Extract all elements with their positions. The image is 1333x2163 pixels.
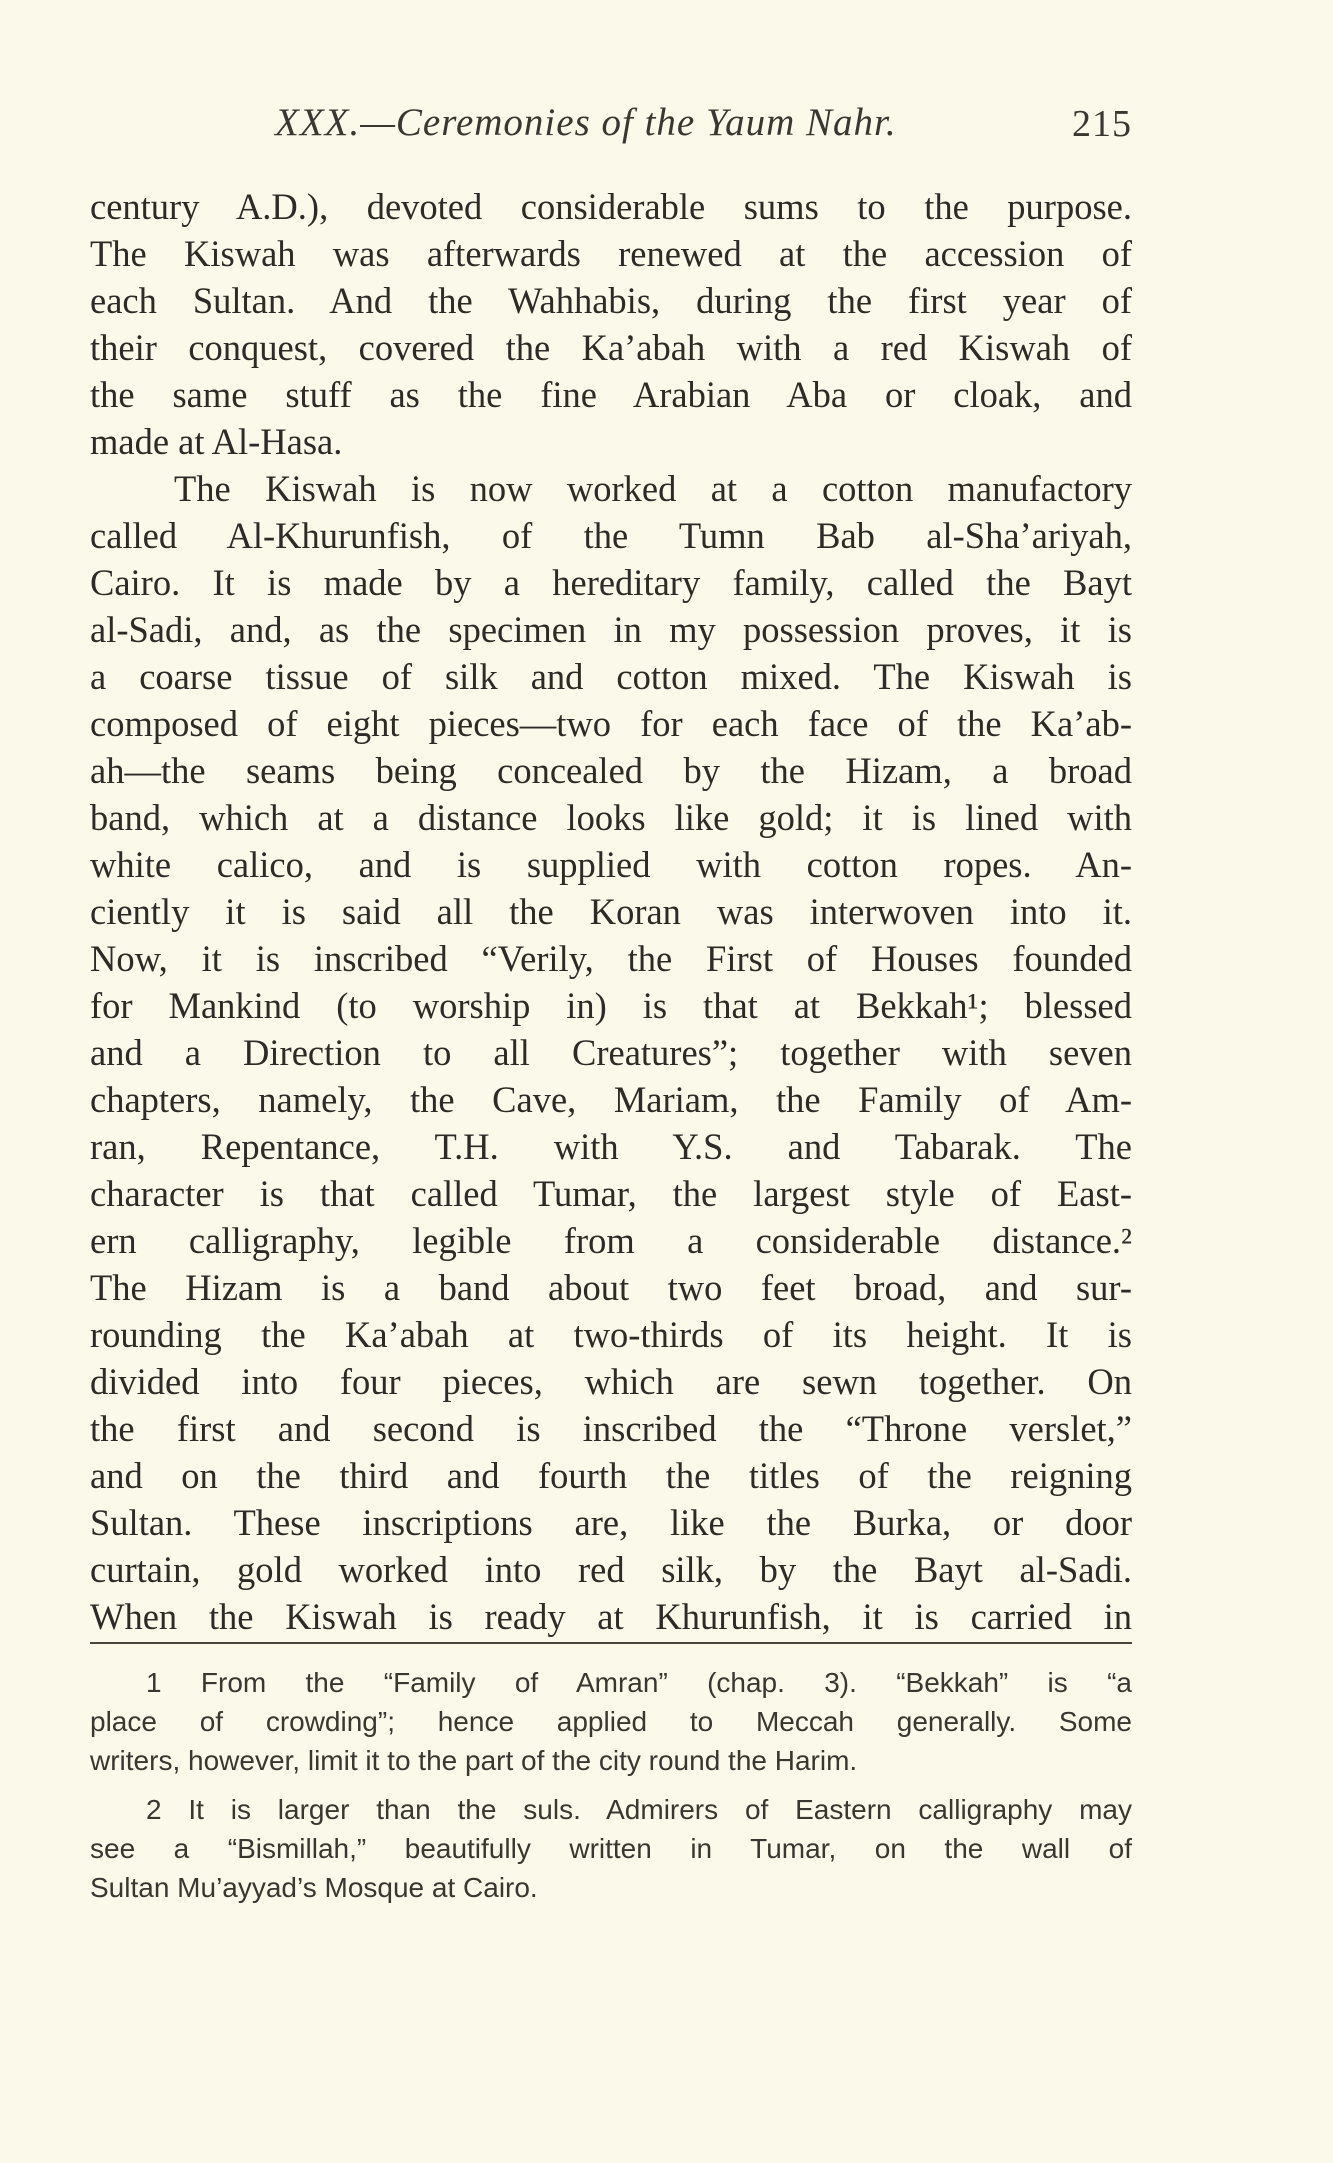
text-line: The Hizam is a band about two feet broad, and sur- [90,1267,1132,1308]
text-line: The Kiswah is now worked at a cotton manufactory [174,468,1132,509]
text-line: each Sultan. And the Wahhabis, during the first year of [90,280,1132,321]
text-line: ah—the seams being concealed by the Hizam, a broad [90,750,1132,791]
footnote-2 [90,1790,1132,1907]
text-line: a coarse tissue of silk and cotton mixed. The Kiswah is [90,656,1132,697]
text-line: century A.D.), devoted considerable sums to the purpose. [90,186,1132,227]
footnote-line: writers, however, limit it to the part of the city round the Harim. [90,1745,858,1776]
text-line: The Kiswah was afterwards renewed at the accession of [90,233,1132,274]
text-line: Cairo. It is made by a hereditary family, called the Bayt [90,562,1132,603]
footnote-divider [90,1642,1132,1644]
text-line: ran, Repentance, T.H. with Y.S. and Tabarak. The [90,1126,1132,1167]
text-line: called Al-Khurunfish, of the Tumn Bab al-Sha’ariyah, [90,515,1132,556]
text-line: their conquest, covered the Ka’abah with a red Kiswah of [90,327,1132,368]
text-line: and a Direction to all Creatures”; together with seven [90,1032,1132,1073]
running-title: XXX.—Ceremonies of the Yaum Nahr. [275,101,897,144]
text-line: the same stuff as the fine Arabian Aba or cloak, and [90,374,1132,415]
text-line: for Mankind (to worship in) is that at Bekkah¹; blessed [90,985,1132,1026]
footnote-line: Sultan Mu’ayyad’s Mosque at Cairo. [90,1872,538,1903]
footnotes [90,1663,1132,1907]
text-line: ern calligraphy, legible from a considerable distance.² [90,1220,1132,1261]
text-line: character is that called Tumar, the largest style of East- [90,1173,1132,1214]
text-line: divided into four pieces, which are sewn together. On [90,1361,1132,1402]
text-line: al-Sadi, and, as the specimen in my possession proves, it is [90,609,1132,650]
footnote-line: place of crowding”; hence applied to Meccah generally. Some [90,1706,1132,1737]
page-header [90,100,1132,160]
text-line: and on the third and fourth the titles of the reigning [90,1455,1132,1496]
text-line: the first and second is inscribed the “Throne verslet,” [90,1408,1132,1449]
text-line: rounding the Ka’abah at two-thirds of its height. It is [90,1314,1132,1355]
text-line: When the Kiswah is ready at Khurunfish, it is carried in [90,1596,1132,1637]
footnote-line: 1 From the “Family of Amran” (chap. 3). “Bekkah” is “a [146,1667,1132,1698]
text-line: curtain, gold worked into red silk, by the Bayt al-Sadi. [90,1549,1132,1590]
footnote-line: see a “Bismillah,” beautifully written in Tumar, on the wall of [90,1833,1132,1864]
text-line: band, which at a distance looks like gold; it is lined with [90,797,1132,838]
footnote-1 [90,1663,1132,1780]
text-line: Sultan. These inscriptions are, like the Burka, or door [90,1502,1132,1543]
footnote-line: 2 It is larger than the suls. Admirers of Eastern calligraphy may [146,1794,1132,1825]
text-line: chapters, namely, the Cave, Mariam, the Family of Am- [90,1079,1132,1120]
text-line: Now, it is inscribed “Verily, the First of Houses founded [90,938,1132,979]
text-line: composed of eight pieces—two for each face of the Ka’ab- [90,703,1132,744]
text-line: white calico, and is supplied with cotton ropes. An- [90,844,1132,885]
page-number: 215 [1072,103,1132,145]
text-line: made at Al-Hasa. [90,421,343,462]
body-text [90,183,1132,1640]
text-line: ciently it is said all the Koran was interwoven into it. [90,891,1132,932]
